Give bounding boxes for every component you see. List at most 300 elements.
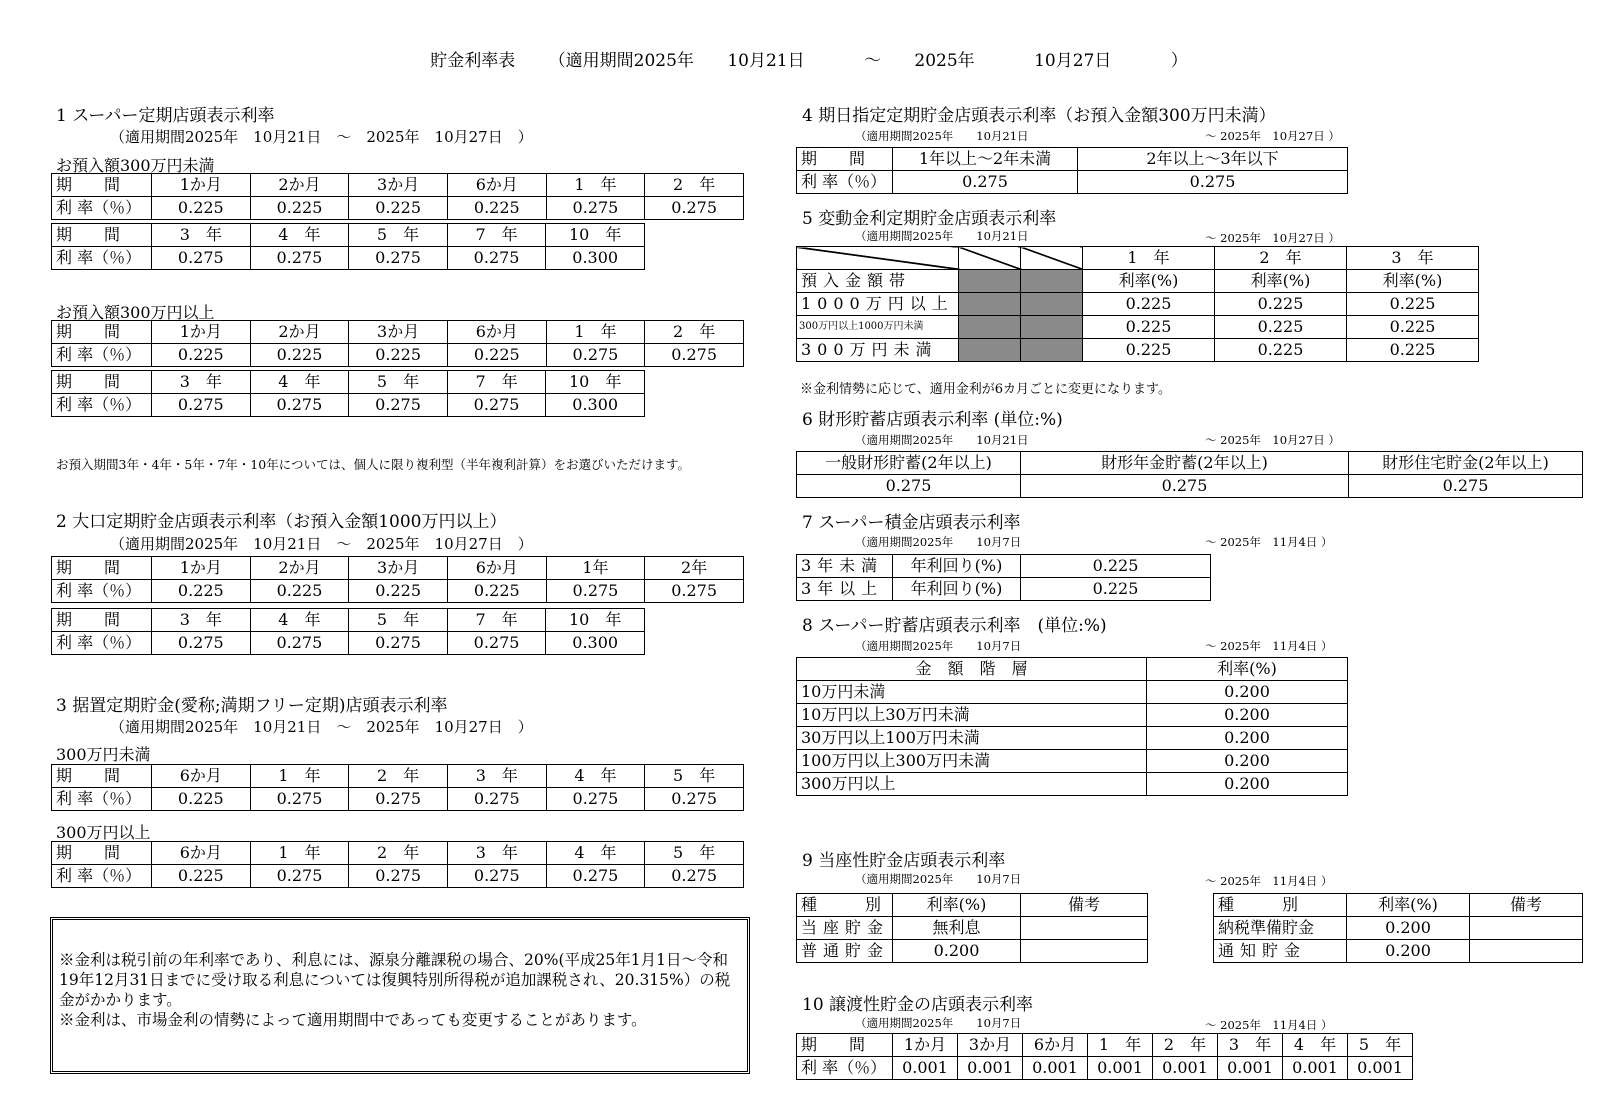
term-label: 期 間 <box>52 842 152 865</box>
rate-cell: 0.200 <box>1147 704 1348 727</box>
rate-cell: 0.275 <box>250 788 349 811</box>
title-label: 貯金利率表 <box>430 51 516 71</box>
rate-cell: 0.225 <box>1215 316 1347 339</box>
rate-cell: 0.225 <box>1083 339 1215 362</box>
note-cell <box>1021 917 1148 940</box>
table-row <box>797 293 1479 316</box>
col-header: 備考 <box>1470 894 1583 917</box>
col-header: 一般財形貯蓄(2年以上) <box>797 452 1021 475</box>
s9-heading: 9 当座性貯金店頭表示利率 <box>802 851 1006 871</box>
term-cell: 3 年 <box>447 765 546 788</box>
title-date-end: 10月27日 <box>1034 51 1112 71</box>
term-cell: 2 年 <box>349 842 448 865</box>
page-title <box>0 46 1618 71</box>
s10-period-a: （適用期間2025年 10月7日 <box>855 1016 1022 1030</box>
rate-cell: 0.275 <box>1021 475 1349 498</box>
rate-cell: 0.225 <box>250 344 349 367</box>
s5-note: ※金利情勢に応じて、適用金利が6カ月ごとに変更になります。 <box>800 382 1171 397</box>
shaded-cell <box>959 270 1021 293</box>
term-cell: 3 年 <box>152 224 251 247</box>
term-label: 期 間 <box>797 148 893 171</box>
term-label: 期 間 <box>52 174 152 197</box>
rate-cell: 0.200 <box>893 940 1021 963</box>
term-cell: 6か月 <box>447 174 546 197</box>
rate-row <box>52 197 744 220</box>
term-cell: 2年 <box>645 557 744 580</box>
rate-label: 利 率（％） <box>52 394 152 417</box>
rate-cell: 0.225 <box>152 197 251 220</box>
s3-table-b <box>51 841 744 888</box>
term-label: 期 間 <box>52 224 152 247</box>
table-row <box>797 555 1211 578</box>
term-row <box>52 371 645 394</box>
s1-table-b-1 <box>51 320 744 367</box>
rate-cell: 0.275 <box>349 247 448 270</box>
term-cell: 1 年 <box>250 842 349 865</box>
rate-label: 利 率（％） <box>52 197 152 220</box>
term-cell: 2 年 <box>1215 247 1347 270</box>
table-row <box>797 704 1348 727</box>
table-row <box>797 773 1348 796</box>
rate-cell: 0.200 <box>1147 681 1348 704</box>
col-header: 利率(%) <box>1147 658 1348 681</box>
header-row <box>797 270 1479 293</box>
table-row <box>797 339 1479 362</box>
title-date-start: 10月21日 <box>727 51 805 71</box>
kind-cell: 通知貯金 <box>1214 940 1347 963</box>
rate-row <box>52 247 645 270</box>
term-cell: 1年 <box>546 557 645 580</box>
term-label: 期 間 <box>52 321 152 344</box>
s4-table <box>796 147 1348 194</box>
term-cell: 6か月 <box>152 765 251 788</box>
rate-cell: 0.300 <box>546 632 645 655</box>
term-cell: 2 年 <box>349 765 448 788</box>
rate-cell: 0.225 <box>349 580 448 603</box>
rate-row <box>797 475 1583 498</box>
term-row <box>52 609 645 632</box>
shaded-cell <box>1021 316 1083 339</box>
term-cell: 3か月 <box>958 1034 1023 1057</box>
rate-cell: 0.225 <box>152 865 251 888</box>
header-row <box>797 452 1583 475</box>
kind-cell: 納税準備貯金 <box>1214 917 1347 940</box>
col-header: 利率(%) <box>1347 894 1470 917</box>
s10-heading: 10 譲渡性貯金の店頭表示利率 <box>802 995 1034 1015</box>
term-cell: 10 年 <box>546 609 645 632</box>
rate-cell: 無利息 <box>893 917 1021 940</box>
term-cell: 6か月 <box>1023 1034 1088 1057</box>
term-cell: 4 年 <box>250 371 349 394</box>
tier-cell: 30万円以上100万円未満 <box>797 727 1147 750</box>
rate-header: 利率(%) <box>1083 270 1215 293</box>
term-cell: 1 年 <box>250 765 349 788</box>
term-cell: 1か月 <box>893 1034 958 1057</box>
table-row <box>797 750 1348 773</box>
s2-table-2 <box>51 608 645 655</box>
s4-heading: 4 期日指定定期貯金店頭表示利率（お預入金額300万円未満） <box>802 106 1276 126</box>
shaded-cell <box>959 293 1021 316</box>
rate-cell: 0.200 <box>1147 727 1348 750</box>
term-cell: 5 年 <box>645 842 744 865</box>
term-cell: 6か月 <box>152 842 251 865</box>
term-cell: 3 年 <box>152 371 251 394</box>
s7-table <box>796 554 1211 601</box>
s3-heading: 3 据置定期貯金(愛称;満期フリー定期)店頭表示利率 <box>56 696 448 716</box>
title-tilde: ～ <box>864 51 881 71</box>
term-cell: 3年未満 <box>797 555 893 578</box>
col-header: 利率(%) <box>893 894 1021 917</box>
term-row <box>797 148 1348 171</box>
s7-period-b: ～ 2025年 11月4日 ） <box>1205 535 1333 549</box>
s6-heading: 6 財形貯蓄店頭表示利率 (単位:%) <box>802 410 1063 430</box>
rate-cell: 0.275 <box>546 580 645 603</box>
rate-cell: 0.275 <box>152 394 251 417</box>
s4-period-b: ～ 2025年 10月27日 ） <box>1205 129 1340 143</box>
rate-cell: 0.200 <box>1147 773 1348 796</box>
term-row <box>52 224 645 247</box>
rate-cell: 0.200 <box>1347 940 1470 963</box>
rate-cell: 0.275 <box>645 865 744 888</box>
term-cell: 1年以上～2年未満 <box>893 148 1078 171</box>
rate-cell: 0.275 <box>645 580 744 603</box>
rate-cell: 0.225 <box>1215 293 1347 316</box>
s1-table-b-2 <box>51 370 645 417</box>
col-header: 財形住宅貯金(2年以上) <box>1349 452 1583 475</box>
term-cell: 3か月 <box>349 321 448 344</box>
s4-period-a: （適用期間2025年 10月21日 <box>855 129 1029 143</box>
rate-cell: 0.275 <box>1078 171 1348 194</box>
s3-sub-a: 300万円未満 <box>56 745 151 764</box>
s10-table <box>796 1033 1413 1080</box>
s1-table-a-1 <box>51 173 744 220</box>
term-cell: 3年以上 <box>797 578 893 601</box>
diagonal-corner <box>797 247 959 270</box>
rate-cell: 0.275 <box>1349 475 1583 498</box>
tax-note-box <box>50 917 750 1074</box>
kind-cell: 当座貯金 <box>797 917 893 940</box>
rate-row <box>52 788 744 811</box>
s9-period-a: （適用期間2025年 10月7日 <box>855 872 1022 886</box>
rate-cell: 0.001 <box>893 1057 958 1080</box>
s2-period: （適用期間2025年 10月21日 ～ 2025年 10月27日 ） <box>110 535 533 553</box>
rate-cell: 0.275 <box>152 632 251 655</box>
table-row <box>797 578 1211 601</box>
term-cell: 1 年 <box>546 321 645 344</box>
rate-cell: 0.275 <box>250 394 349 417</box>
rate-row <box>797 171 1348 194</box>
s1-heading: 1 スーパー定期店頭表示利率 <box>56 106 275 126</box>
s8-period-b: ～ 2025年 11月4日 ） <box>1205 639 1333 653</box>
rate-cell: 0.275 <box>349 865 448 888</box>
term-cell: 2か月 <box>250 321 349 344</box>
s9-table-right <box>1213 893 1583 963</box>
rate-cell: 0.275 <box>447 632 546 655</box>
rate-cell: 0.275 <box>546 865 645 888</box>
s9-table-left <box>796 893 1148 963</box>
s6-period-a: （適用期間2025年 10月21日 <box>855 433 1029 447</box>
rate-cell: 0.225 <box>1021 578 1211 601</box>
rate-cell: 0.001 <box>1218 1057 1283 1080</box>
rate-label: 利 率（％） <box>797 171 893 194</box>
table-row <box>797 681 1348 704</box>
s10-period-b: ～ 2025年 11月4日 ） <box>1205 1018 1333 1032</box>
rate-cell: 0.225 <box>349 344 448 367</box>
rate-cell: 0.275 <box>152 247 251 270</box>
term-cell: 1 年 <box>1083 247 1215 270</box>
rate-row <box>52 632 645 655</box>
col-header: 種 別 <box>797 894 893 917</box>
col-header: 財形年金貯蓄(2年以上) <box>1021 452 1349 475</box>
tier-cell: 10万円以上30万円未満 <box>797 704 1147 727</box>
shaded-cell <box>1021 270 1083 293</box>
rate-header: 利率(%) <box>1347 270 1479 293</box>
kind-cell: 年利回り(%) <box>893 555 1021 578</box>
s1-sub-a: お預入額300万円未満 <box>56 156 215 175</box>
rate-cell: 0.275 <box>546 197 645 220</box>
term-cell: 2 年 <box>1153 1034 1218 1057</box>
rate-cell: 0.275 <box>645 788 744 811</box>
term-cell: 10 年 <box>546 371 645 394</box>
note-cell <box>1021 940 1148 963</box>
rate-cell: 0.001 <box>1283 1057 1348 1080</box>
term-cell: 6か月 <box>447 321 546 344</box>
s6-period-b: ～ 2025年 10月27日 ） <box>1205 433 1340 447</box>
rate-cell: 0.225 <box>447 580 546 603</box>
term-cell: 3 年 <box>1347 247 1479 270</box>
rate-label: 利 率（％） <box>52 247 152 270</box>
header-row <box>797 894 1148 917</box>
rate-row <box>52 394 645 417</box>
rate-cell: 0.225 <box>1347 339 1479 362</box>
term-label: 期 間 <box>52 765 152 788</box>
title-year-end: 2025年 <box>914 51 975 71</box>
term-row <box>52 842 744 865</box>
band-cell: 300万円以上1000万円未満 <box>797 316 959 339</box>
term-cell: 4 年 <box>250 224 349 247</box>
rate-cell: 0.275 <box>645 344 744 367</box>
term-cell: 2 年 <box>645 321 744 344</box>
s7-period-a: （適用期間2025年 10月7日 <box>855 535 1022 549</box>
term-row <box>797 1034 1413 1057</box>
rate-cell: 0.225 <box>152 580 251 603</box>
table-row <box>797 917 1148 940</box>
rate-cell: 0.225 <box>1021 555 1211 578</box>
rate-cell: 0.001 <box>1088 1057 1153 1080</box>
term-cell: 5 年 <box>349 609 448 632</box>
term-cell: 2か月 <box>250 557 349 580</box>
term-row <box>52 321 744 344</box>
term-cell: 5 年 <box>349 371 448 394</box>
term-cell: 1 年 <box>1088 1034 1153 1057</box>
shaded-cell <box>959 339 1021 362</box>
tier-cell: 100万円以上300万円未満 <box>797 750 1147 773</box>
rate-label: 利 率（％） <box>52 632 152 655</box>
s3-sub-b: 300万円以上 <box>56 823 151 842</box>
term-cell: 1か月 <box>152 321 251 344</box>
diagonal-corner <box>1021 247 1083 270</box>
rate-cell: 0.275 <box>893 171 1078 194</box>
band-cell: 1000万円以上 <box>797 293 959 316</box>
term-row <box>52 557 744 580</box>
rate-cell: 0.225 <box>250 580 349 603</box>
note-cell <box>1470 940 1583 963</box>
table-row <box>797 727 1348 750</box>
rate-row <box>52 580 744 603</box>
rate-cell: 0.275 <box>546 788 645 811</box>
term-cell: 3 年 <box>152 609 251 632</box>
rate-cell: 0.001 <box>1153 1057 1218 1080</box>
tier-cell: 300万円以上 <box>797 773 1147 796</box>
header-row <box>1214 894 1583 917</box>
s5-heading: 5 変動金利定期貯金店頭表示利率 <box>802 209 1057 229</box>
header-row <box>797 658 1348 681</box>
term-cell: 4 年 <box>546 765 645 788</box>
rate-cell: 0.300 <box>546 247 645 270</box>
table-row <box>797 316 1479 339</box>
rate-cell: 0.001 <box>958 1057 1023 1080</box>
rate-cell: 0.275 <box>797 475 1021 498</box>
term-label: 期 間 <box>52 557 152 580</box>
s1-sub-b: お預入額300万円以上 <box>56 303 215 322</box>
rate-cell: 0.001 <box>1023 1057 1088 1080</box>
rate-cell: 0.225 <box>1347 293 1479 316</box>
s1-period: （適用期間2025年 10月21日 ～ 2025年 10月27日 ） <box>110 128 533 146</box>
term-cell: 3 年 <box>447 842 546 865</box>
rate-cell: 0.225 <box>447 197 546 220</box>
term-label: 期 間 <box>52 371 152 394</box>
rate-label: 利 率（％） <box>52 788 152 811</box>
col-header: 金 額 階 層 <box>797 658 1147 681</box>
rate-cell: 0.225 <box>152 788 251 811</box>
rate-label: 利 率（％） <box>52 865 152 888</box>
rate-cell: 0.275 <box>250 247 349 270</box>
s1-note: お預入期間3年・4年・5年・7年・10年については、個人に限り複利型（半年複利計算）をお選びいただけます。 <box>56 457 690 472</box>
kind-cell: 年利回り(%) <box>893 578 1021 601</box>
term-row <box>52 174 744 197</box>
rate-row <box>797 1057 1413 1080</box>
rate-cell: 0.225 <box>152 344 251 367</box>
term-cell: 4 年 <box>546 842 645 865</box>
title-close: ） <box>1170 51 1188 71</box>
table-row <box>1214 917 1583 940</box>
rate-cell: 0.275 <box>645 197 744 220</box>
rate-cell: 0.275 <box>447 247 546 270</box>
term-cell: 4 年 <box>250 609 349 632</box>
rate-cell: 0.225 <box>1083 316 1215 339</box>
s5-period-a: （適用期間2025年 10月21日 <box>855 229 1029 243</box>
rate-cell: 0.275 <box>546 344 645 367</box>
rate-label: 利 率（％） <box>52 580 152 603</box>
term-cell: 1 年 <box>546 174 645 197</box>
rate-cell: 0.275 <box>250 865 349 888</box>
rate-cell: 0.225 <box>1347 316 1479 339</box>
s7-heading: 7 スーパー積金店頭表示利率 <box>802 513 1021 533</box>
tax-note-line1: ※金利は税引前の年利率であり、利息には、源泉分離課税の場合、20%(平成25年1月1日～令和19年12月31日までに受け取る利息については復興特別所得税が追加課税され、20.315%）の税金がかかります。 <box>59 951 731 1009</box>
rate-cell: 0.275 <box>447 865 546 888</box>
rate-label: 利 率（％） <box>797 1057 893 1080</box>
s2-table-1 <box>51 556 744 603</box>
term-cell: 2か月 <box>250 174 349 197</box>
table-row <box>1214 940 1583 963</box>
term-label: 期 間 <box>797 1034 893 1057</box>
rate-label: 利 率（％） <box>52 344 152 367</box>
term-cell: 7 年 <box>447 609 546 632</box>
term-label: 期 間 <box>52 609 152 632</box>
rate-cell: 0.225 <box>349 197 448 220</box>
tax-note-line2: ※金利は、市場金利の情勢によって適用期間中であっても変更することがあります。 <box>59 1011 647 1029</box>
term-cell: 2年以上～3年以下 <box>1078 148 1348 171</box>
note-cell <box>1470 917 1583 940</box>
shaded-cell <box>1021 293 1083 316</box>
term-row <box>797 247 1479 270</box>
s6-table <box>796 451 1583 498</box>
s9-period-b: ～ 2025年 11月4日 ） <box>1205 874 1333 888</box>
shaded-cell <box>1021 339 1083 362</box>
term-cell: 3か月 <box>349 557 448 580</box>
rate-row <box>52 865 744 888</box>
term-cell: 4 年 <box>1283 1034 1348 1057</box>
rate-row <box>52 344 744 367</box>
title-period-start: （適用期間2025年 <box>548 51 694 71</box>
rate-cell: 0.225 <box>1215 339 1347 362</box>
term-cell: 7 年 <box>447 224 546 247</box>
rate-cell: 0.275 <box>349 394 448 417</box>
s1-table-a-2 <box>51 223 645 270</box>
term-row <box>52 765 744 788</box>
term-cell: 3か月 <box>349 174 448 197</box>
s3-table-a <box>51 764 744 811</box>
col-header: 種 別 <box>1214 894 1347 917</box>
shaded-cell <box>959 316 1021 339</box>
band-label: 預入金額帯 <box>797 270 959 293</box>
s8-heading: 8 スーパー貯蓄店頭表示利率 (単位:%) <box>802 616 1107 636</box>
rate-cell: 0.200 <box>1347 917 1470 940</box>
s2-heading: 2 大口定期貯金店頭表示利率（お預入金額1000万円以上） <box>56 512 507 532</box>
rate-cell: 0.200 <box>1147 750 1348 773</box>
term-cell: 2 年 <box>645 174 744 197</box>
term-cell: 3 年 <box>1218 1034 1283 1057</box>
s8-period-a: （適用期間2025年 10月7日 <box>855 639 1022 653</box>
rate-header: 利率(%) <box>1215 270 1347 293</box>
s3-period: （適用期間2025年 10月21日 ～ 2025年 10月27日 ） <box>110 718 533 736</box>
term-cell: 1か月 <box>152 174 251 197</box>
kind-cell: 普通貯金 <box>797 940 893 963</box>
table-row <box>797 940 1148 963</box>
rate-cell: 0.225 <box>250 197 349 220</box>
rate-cell: 0.275 <box>447 394 546 417</box>
s5-table <box>796 246 1479 362</box>
term-cell: 7 年 <box>447 371 546 394</box>
col-header: 備考 <box>1021 894 1148 917</box>
s5-period-b: ～ 2025年 10月27日 ） <box>1205 231 1340 245</box>
rate-cell: 0.225 <box>1083 293 1215 316</box>
rate-cell: 0.275 <box>349 632 448 655</box>
s8-table <box>796 657 1348 796</box>
rate-cell: 0.275 <box>349 788 448 811</box>
shaded-cell <box>959 247 1021 270</box>
rate-cell: 0.275 <box>447 788 546 811</box>
term-cell: 5 年 <box>349 224 448 247</box>
term-cell: 1か月 <box>152 557 251 580</box>
band-cell: 300万円未満 <box>797 339 959 362</box>
tier-cell: 10万円未満 <box>797 681 1147 704</box>
term-cell: 10 年 <box>546 224 645 247</box>
rate-cell: 0.001 <box>1348 1057 1413 1080</box>
rate-cell: 0.300 <box>546 394 645 417</box>
rate-cell: 0.275 <box>250 632 349 655</box>
term-cell: 6か月 <box>447 557 546 580</box>
